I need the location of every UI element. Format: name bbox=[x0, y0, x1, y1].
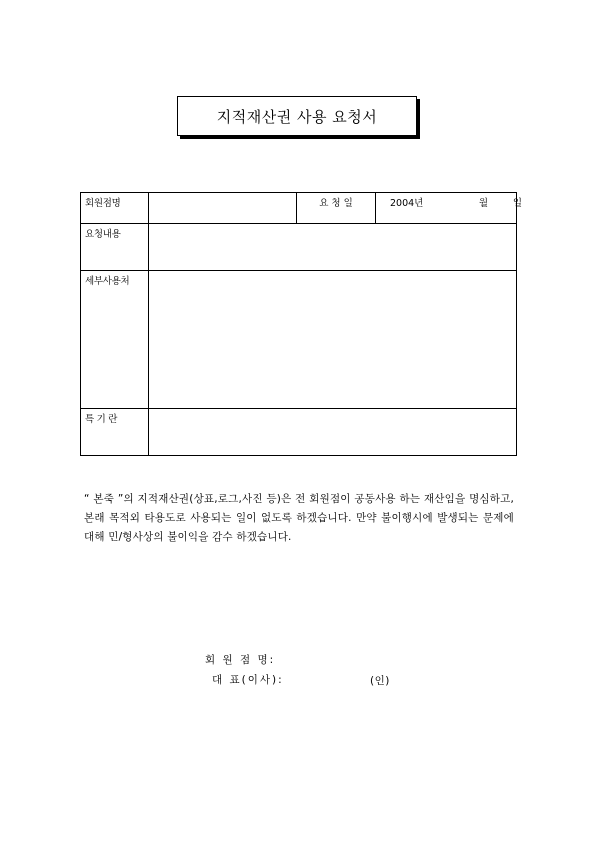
signature-seal: (인) bbox=[370, 675, 390, 687]
request-content-label: 요청내용 bbox=[81, 224, 149, 271]
remarks-label: 특 기 란 bbox=[81, 409, 149, 456]
request-content-field[interactable] bbox=[149, 224, 517, 271]
notice-paragraph: “ 본죽 ”의 지적재산권(상표,로그,사진 등)은 전 회원점이 공동사용 하는 재산임을 명심하고, 본래 목적외 타용도로 사용되는 일이 없도록 하겠습니다. 만약 불이행시에 발생되는 문제에 대해 민/형사상의 불이익을 감수 하겠습니다. bbox=[84, 493, 514, 543]
form-row-request-content bbox=[81, 224, 517, 271]
remarks-field[interactable] bbox=[149, 409, 517, 456]
member-name-label: 회원점명 bbox=[81, 193, 149, 224]
form-row-remarks bbox=[81, 409, 517, 456]
date-year: 2004년 bbox=[390, 198, 424, 209]
request-form-table bbox=[80, 192, 522, 456]
signature-member-label: 회 원 점 명: bbox=[205, 654, 276, 666]
detail-usage-field[interactable] bbox=[149, 271, 517, 409]
request-date-label: 요 청 일 bbox=[297, 193, 376, 224]
form-row-member bbox=[81, 193, 517, 224]
document-title bbox=[177, 96, 417, 136]
form-row-detail-usage bbox=[81, 271, 517, 409]
request-date-field[interactable] bbox=[376, 193, 522, 224]
detail-usage-label: 세부사용처 bbox=[81, 271, 149, 409]
member-name-field[interactable] bbox=[149, 193, 297, 224]
date-month: 월 bbox=[478, 198, 488, 209]
signature-rep-label: 대 표(이사): bbox=[212, 674, 284, 686]
date-day: 일 bbox=[512, 198, 522, 209]
document-title-text: 지적재산권 사용 요청서 bbox=[216, 107, 378, 126]
